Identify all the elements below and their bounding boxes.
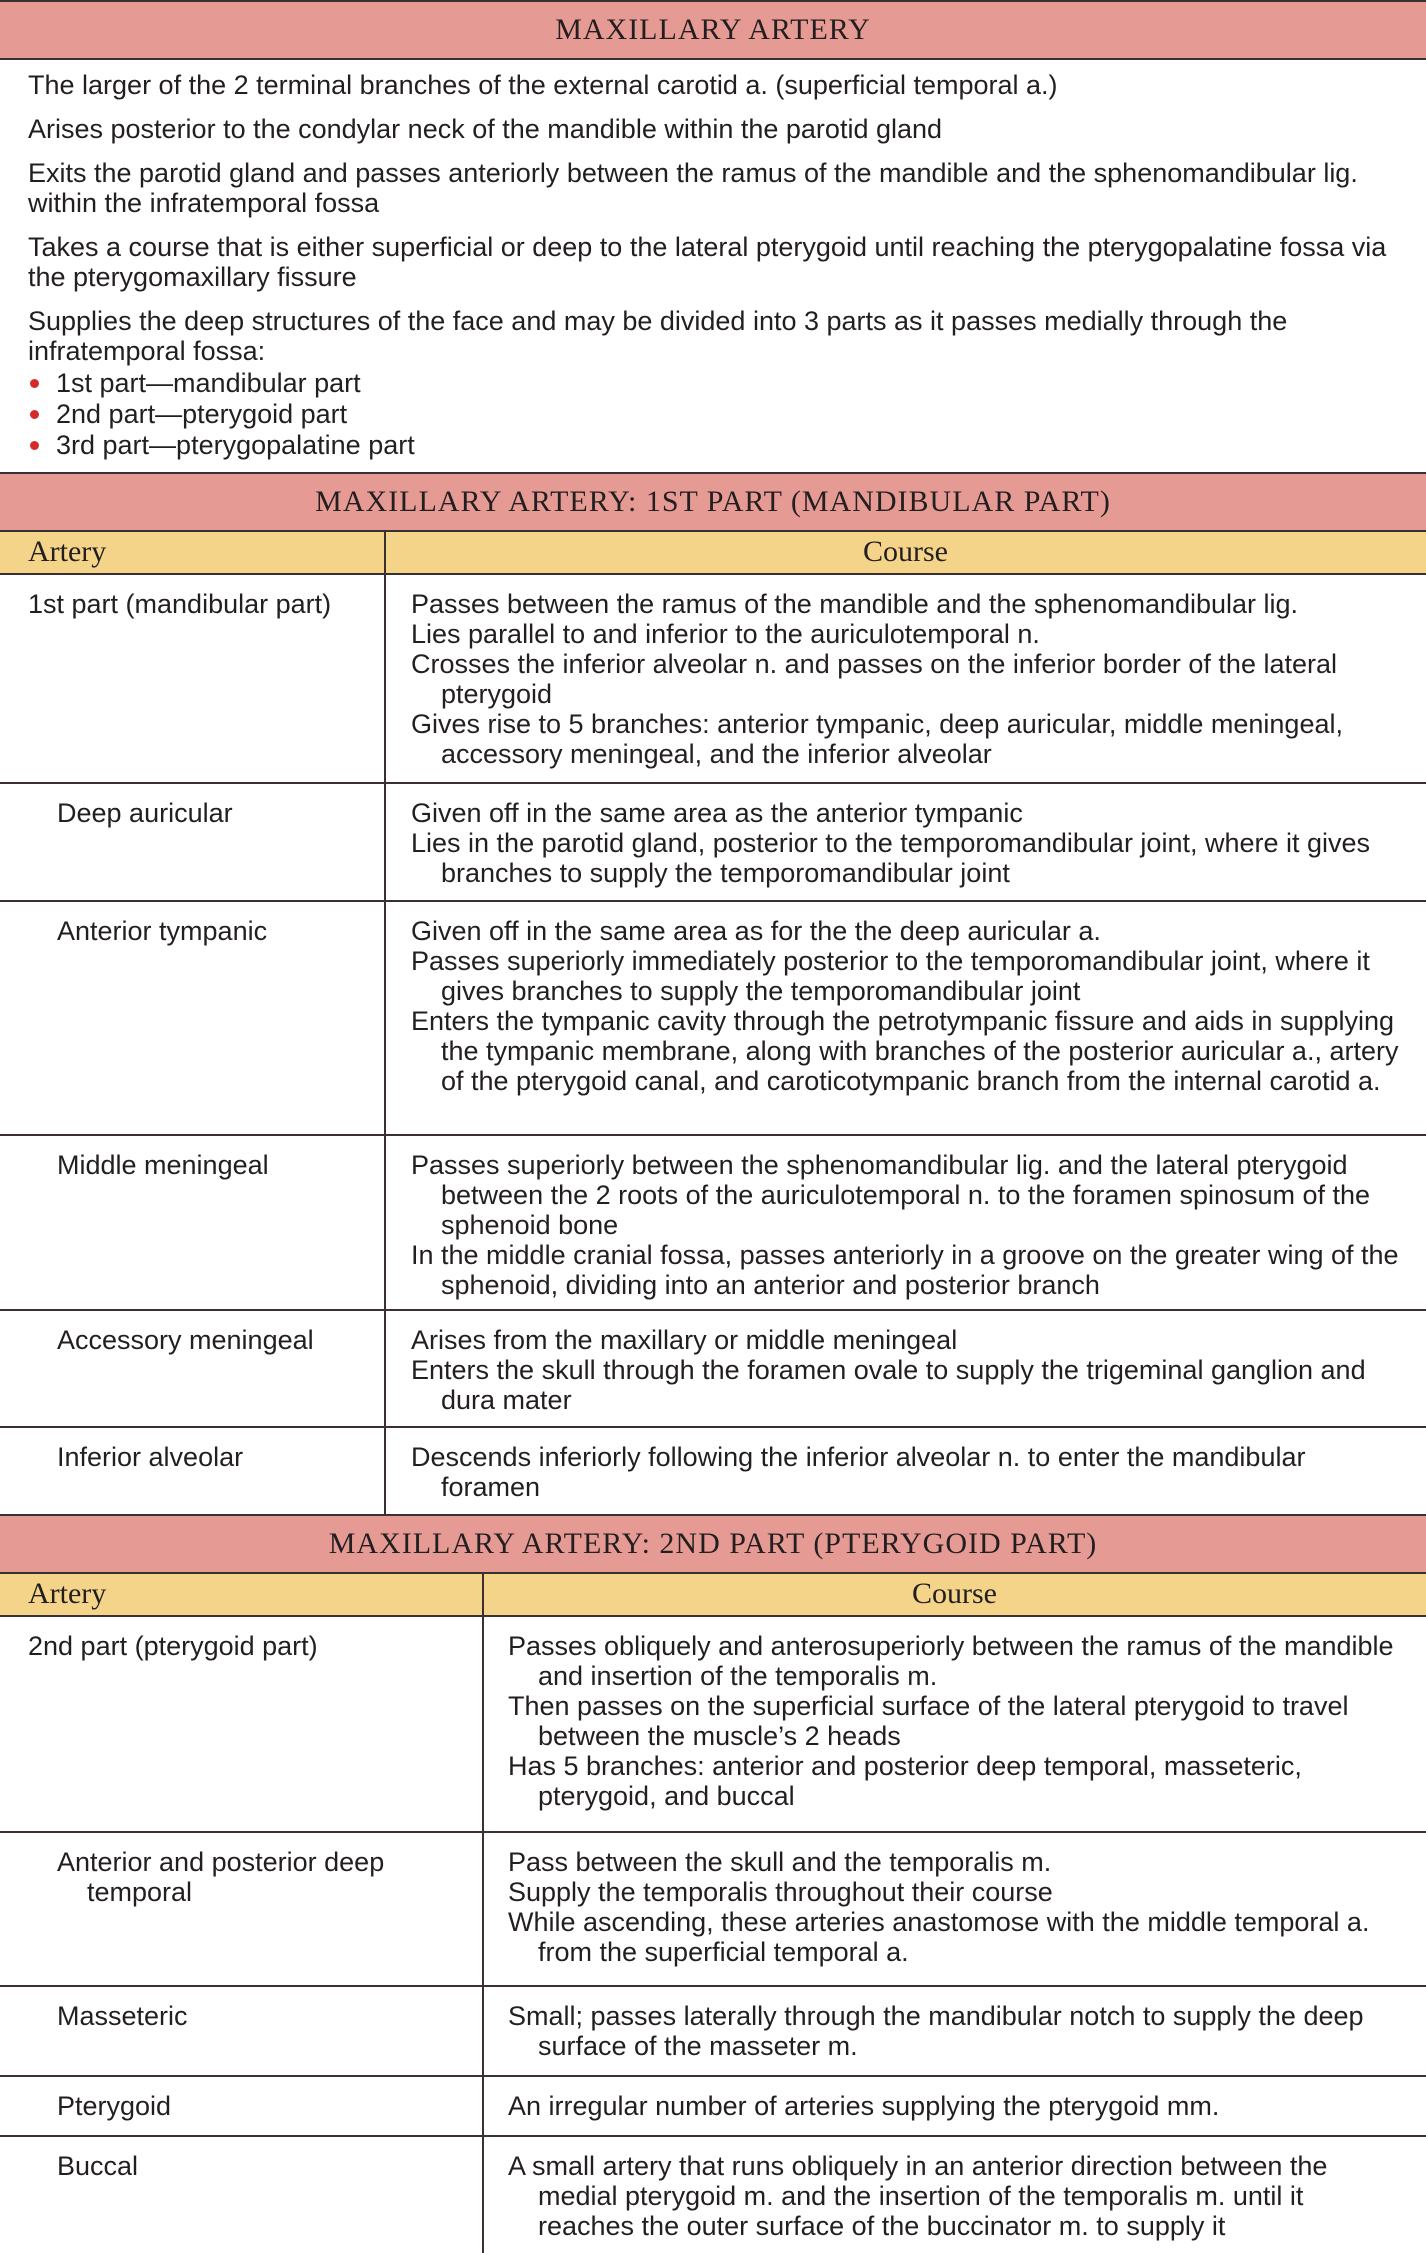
intro-paragraph: Supplies the deep structures of the face and may be divided into 3 parts as it passes medially through the infratemporal fossa:	[28, 306, 1288, 366]
list-item: 1st part—mandibular part	[28, 368, 1398, 399]
column-header-course: Course	[863, 535, 948, 568]
table-row	[0, 784, 1426, 902]
intro-paragraph: The larger of the 2 terminal branches of the external carotid a. (superficial temporal a.)	[28, 70, 1058, 100]
intro-paragraph: Exits the parotid gland and passes anteriorly between the ramus of the mandible and the sphenomandibular lig. within the infratemporal fossa	[28, 158, 1358, 218]
course-line: Given off in the same area as for the the deep auricular a.	[411, 916, 1101, 946]
artery-name: Buccal	[57, 2151, 139, 2181]
course-cell	[411, 589, 1406, 769]
bullet-dot-icon	[30, 441, 39, 450]
course-line: Pass between the skull and the temporalis m.	[508, 1847, 1052, 1877]
course-cell	[508, 2151, 1406, 2241]
section-title-maxillary-artery	[0, 0, 1426, 60]
course-line: In the middle cranial fossa, passes anteriorly in a groove on the greater wing of the sphenoid, dividing into an anterior and posterior branch	[411, 1240, 1399, 1300]
column-divider	[384, 532, 386, 1514]
artery-name: Pterygoid	[57, 2091, 172, 2121]
table-row	[0, 1311, 1426, 1428]
course-line: Passes superiorly immediately posterior to the temporomandibular joint, where it gives branches to supply the temporomandibular joint	[411, 946, 1370, 1006]
table-row	[0, 1136, 1426, 1311]
course-line: Passes superiorly between the sphenomandibular lig. and the lateral pterygoid between the 2 roots of the auriculotemporal n. to the foramen spinosum of the sphenoid bone	[411, 1150, 1371, 1240]
course-line: While ascending, these arteries anastomose with the middle temporal a. from the superficial temporal a.	[508, 1907, 1370, 1967]
course-line: Gives rise to 5 branches: anterior tympanic, deep auricular, middle meningeal, accessory meningeal, and the inferior alveolar	[411, 709, 1343, 769]
column-header-row	[0, 532, 1426, 575]
artery-name: Deep auricular	[57, 798, 233, 828]
course-line: Enters the skull through the foramen ovale to supply the trigeminal ganglion and dura mater	[411, 1355, 1366, 1415]
course-line: Supply the temporalis throughout their course	[508, 1877, 1053, 1907]
section-title-text: MAXILLARY ARTERY: 1ST PART (MANDIBULAR PART)	[315, 485, 1111, 518]
course-cell	[508, 2091, 1406, 2121]
parts-list	[28, 368, 1398, 461]
table-row	[0, 1428, 1426, 1514]
course-cell	[411, 1325, 1406, 1415]
course-line: Has 5 branches: anterior and posterior deep temporal, masseteric, pterygoid, and buccal	[508, 1751, 1302, 1811]
table-row	[0, 902, 1426, 1136]
artery-name: Accessory meningeal	[57, 1325, 314, 1355]
course-cell	[411, 916, 1406, 1096]
course-line: Passes between the ramus of the mandible and the sphenomandibular lig.	[411, 589, 1299, 619]
artery-name: 1st part (mandibular part)	[28, 589, 332, 619]
list-item: 3rd part—pterygopalatine part	[28, 430, 1398, 461]
course-line: Passes obliquely and anterosuperiorly between the ramus of the mandible and insertion of the temporalis m.	[508, 1631, 1394, 1691]
artery-name: Anterior tympanic	[57, 916, 268, 946]
artery-name: Masseteric	[57, 2001, 188, 2031]
section-title-2nd-part	[0, 1514, 1426, 1574]
artery-name: Inferior alveolar	[57, 1442, 244, 1472]
course-line: Small; passes laterally through the mandibular notch to supply the deep surface of the masseter m.	[508, 2001, 1364, 2061]
table-row	[0, 2137, 1426, 2253]
table-row	[0, 1833, 1426, 1987]
table-row	[0, 1987, 1426, 2077]
intro-paragraph: Takes a course that is either superficial or deep to the lateral pterygoid until reaching the pterygopalatine fossa via the pterygomaxillary fissure	[28, 232, 1387, 292]
course-line: Lies parallel to and inferior to the auriculotemporal n.	[411, 619, 1040, 649]
course-cell	[411, 1442, 1406, 1502]
column-header-artery: Artery	[28, 1577, 107, 1610]
course-line: An irregular number of arteries supplying the pterygoid mm.	[508, 2091, 1220, 2121]
section-title-text: MAXILLARY ARTERY: 2ND PART (PTERYGOID PART)	[328, 1527, 1098, 1560]
bullet-dot-icon	[30, 410, 39, 419]
course-line: Then passes on the superficial surface of the lateral pterygoid to travel between the muscle’s 2 heads	[508, 1691, 1349, 1751]
artery-name: Middle meningeal	[57, 1150, 269, 1180]
course-cell	[508, 1631, 1406, 1811]
column-header-artery: Artery	[28, 535, 107, 568]
section-title-text: MAXILLARY ARTERY	[555, 13, 871, 46]
artery-name: Anterior and posterior deep temporal	[57, 1847, 385, 1907]
course-line: Given off in the same area as the anterior tympanic	[411, 798, 1023, 828]
list-item: 2nd part—pterygoid part	[28, 399, 1398, 430]
course-line: Arises from the maxillary or middle meningeal	[411, 1325, 958, 1355]
course-line: Enters the tympanic cavity through the petrotympanic fissure and aids in supplying the tympanic membrane, along with branches of the posterior auricular a., artery of the pterygoid canal, and caroticotympanic branch from the internal carotid a.	[411, 1006, 1399, 1096]
column-header-course: Course	[912, 1577, 997, 1610]
course-line: Descends inferiorly following the inferior alveolar n. to enter the mandibular foramen	[411, 1442, 1306, 1502]
table-row	[0, 2077, 1426, 2137]
artery-name: 2nd part (pterygoid part)	[28, 1631, 318, 1661]
course-cell	[411, 798, 1406, 888]
course-line: A small artery that runs obliquely in an anterior direction between the medial pterygoid m. and the insertion of the temporalis m. until it reaches the outer surface of the buccinator m. to supply it	[508, 2151, 1328, 2241]
course-line: Lies in the parotid gland, posterior to the temporomandibular joint, where it gives branches to supply the temporomandibular joint	[411, 828, 1371, 888]
column-divider	[482, 1574, 484, 2253]
table-row	[0, 1617, 1426, 1833]
intro-paragraph: Arises posterior to the condylar neck of the mandible within the parotid gland	[28, 114, 943, 144]
table-row	[0, 575, 1426, 784]
intro-block	[0, 60, 1426, 462]
course-cell	[411, 1150, 1406, 1300]
course-cell	[508, 1847, 1406, 1967]
bullet-dot-icon	[30, 379, 39, 388]
course-cell	[508, 2001, 1406, 2061]
course-line: Crosses the inferior alveolar n. and passes on the inferior border of the lateral pterygoid	[411, 649, 1338, 709]
column-header-row	[0, 1574, 1426, 1617]
section-title-1st-part	[0, 472, 1426, 532]
